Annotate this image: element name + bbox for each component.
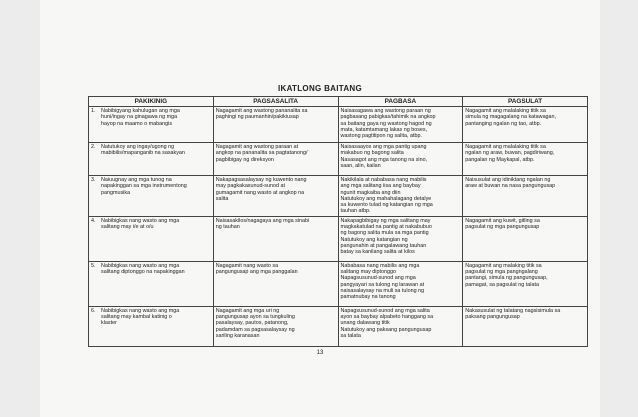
row-number: 5. [91,262,96,269]
cell-text: Nabibigkas nang wasto ang mga salitang diptonggo na napakinggan [101,262,185,276]
cell-pakikinig [89,216,214,261]
cell-text: Nabibigkas nang wasto ang mga salitang may i/e at o/u [101,217,180,231]
cell-text: Nabibigyang kahulugan ang mga huni/ingay na ginagawa ng mga hayop na maamo o mabangis [101,108,180,127]
cell-text: Nabibigkas nang wasto ang mga salitang may kambal katinig o klaster [101,307,180,327]
cell-pagsulat: Nagagamit ang malalaking titik sa simula ng magagalang na katawagan, pantanging ngalan ng tao, atbp. [463,107,588,143]
cell-pagbasa: Nababasa nang mabilis ang mga salitang may diptonggo Napagsusunud-sunod ang mga pangyayari sa tulong ng larawan at naisasalaysay na muli sa tulong ng pamatnubay na tanong [338,261,463,306]
table-row [89,143,588,176]
curriculum-table [88,96,588,347]
header-pagsulat: PAGSULAT [463,97,588,107]
cell-pagbasa: Napagsusunud-sunod ang mga salita ayon sa baybay alpabeto hanggang sa unang dalawang titik Natutukoy ang paksang pangungusap sa talata [338,306,463,346]
header-pagsasalita: PAGSASALITA [213,97,338,107]
cell-pagbasa: Naisasagawa ang wastong paraan ng pagbasang pabigkas/tahimik na angkop sa baitang gaya ng wastong hagod ng mata, katamtamang lakas ng boses, wastong pagtitipon ng salita, atbp. [338,107,463,143]
table-row [89,216,588,261]
cell-pagsasalita: Nakapagsasalaysay ng kuwento nang may pagkakasunud-sunod at gumagamit nang wasto at angkop na salita [213,176,338,217]
cell-pagsulat: Nakasusulat ng talatang nagsisimula sa paksang pangungusap [463,306,588,346]
cell-pagbasa: Nakapagbibigay ng mga salitang may magkakatulad na pantig at nakabubuo ng bagong salita mula sa mga pantig Natutukoy ang katangian ng pangunahin at pangalawang tauhan batay sa kanilang salita at kilos [338,216,463,261]
header-pakikinig: PAKIKINIG [89,97,214,107]
page-number: 13 [316,350,324,356]
row-number: 4. [91,217,96,224]
table-header-row [89,97,588,107]
cell-pagsasalita: Nagagamit ang mga uri ng pangungusap ayon sa tungkuling pasalaysay, pautos, patanong, padamdam sa pagsasalaysay ng sariling karanasan [213,306,338,346]
cell-pagsasalita: Nagagamit ang wastong paraan at angkop na pananalita sa pagtatanong/ pagbibigay ng direksyon [213,143,338,176]
table-row [89,306,588,346]
cell-pakikinig [89,261,214,306]
row-number: 6. [91,307,96,314]
cell-pagsulat: Naisusulat ang idiniktang ngalan ng araw at buwan na nasa pangungusap [463,176,588,217]
document-page [40,0,600,417]
cell-pagsulat: Nagagamit ang malalaking titik sa ngalan ng araw, buwan, pagdiriwang, pangalan ng Maykapal, atbp. [463,143,588,176]
row-number: 3. [91,177,96,183]
cell-pakikinig [89,143,214,176]
cell-pakikinig [89,107,214,143]
table-row [89,107,588,143]
cell-pagsulat: Nagagamit ang malaking titik sa pagsulat ng mga pangngalang pantangi, simula ng pangungusap, pamagat, sa pagsulat ng talata [463,261,588,306]
cell-pakikinig [89,306,214,346]
cell-pagsasalita: Nagagamit ang wastong pananalita sa paghingi ng paumanhin/pakikiusap [213,107,338,143]
row-number: 2. [91,144,96,150]
table-row [89,176,588,217]
cell-pagbasa: Naisasaayos ang mga pantig upang makabuo ng bagong salita Nasasagot ang mga tanong na sino, saan, alin, kailan [338,143,463,176]
cell-pagsasalita: Nagagamit nang wasto sa pangungusap ang mga panggalan [213,261,338,306]
row-number: 1. [91,108,96,114]
cell-pagsasalita: Naisasakilos/nagagaya ang mga sinabi ng tauhan [213,216,338,261]
table-row [89,261,588,306]
cell-pagbasa: Nakikilala at nababasa nang mabilis ang mga salitang iisa ang baybay ngunit magkaiba ang diin Natutukoy ang mahahalagang detalye sa kuwento tulad ng katangian ng mga tauhan atbp. [338,176,463,217]
header-pagbasa: PAGBASA [338,97,463,107]
page-title: IKATLONG BAITANG [277,84,363,93]
cell-pagsulat: Nagagamit ang kuwit, gitling sa pagsulat ng mga pangungusap [463,216,588,261]
cell-text: Natutukoy ang ingay/ugong ng mabibilis/mapanganib na sasakyan [101,144,185,157]
cell-text: Naiuugnay ang mga tunog na napakinggan sa mga instrumentong pangmusika [101,177,187,196]
cell-pakikinig [89,176,214,217]
